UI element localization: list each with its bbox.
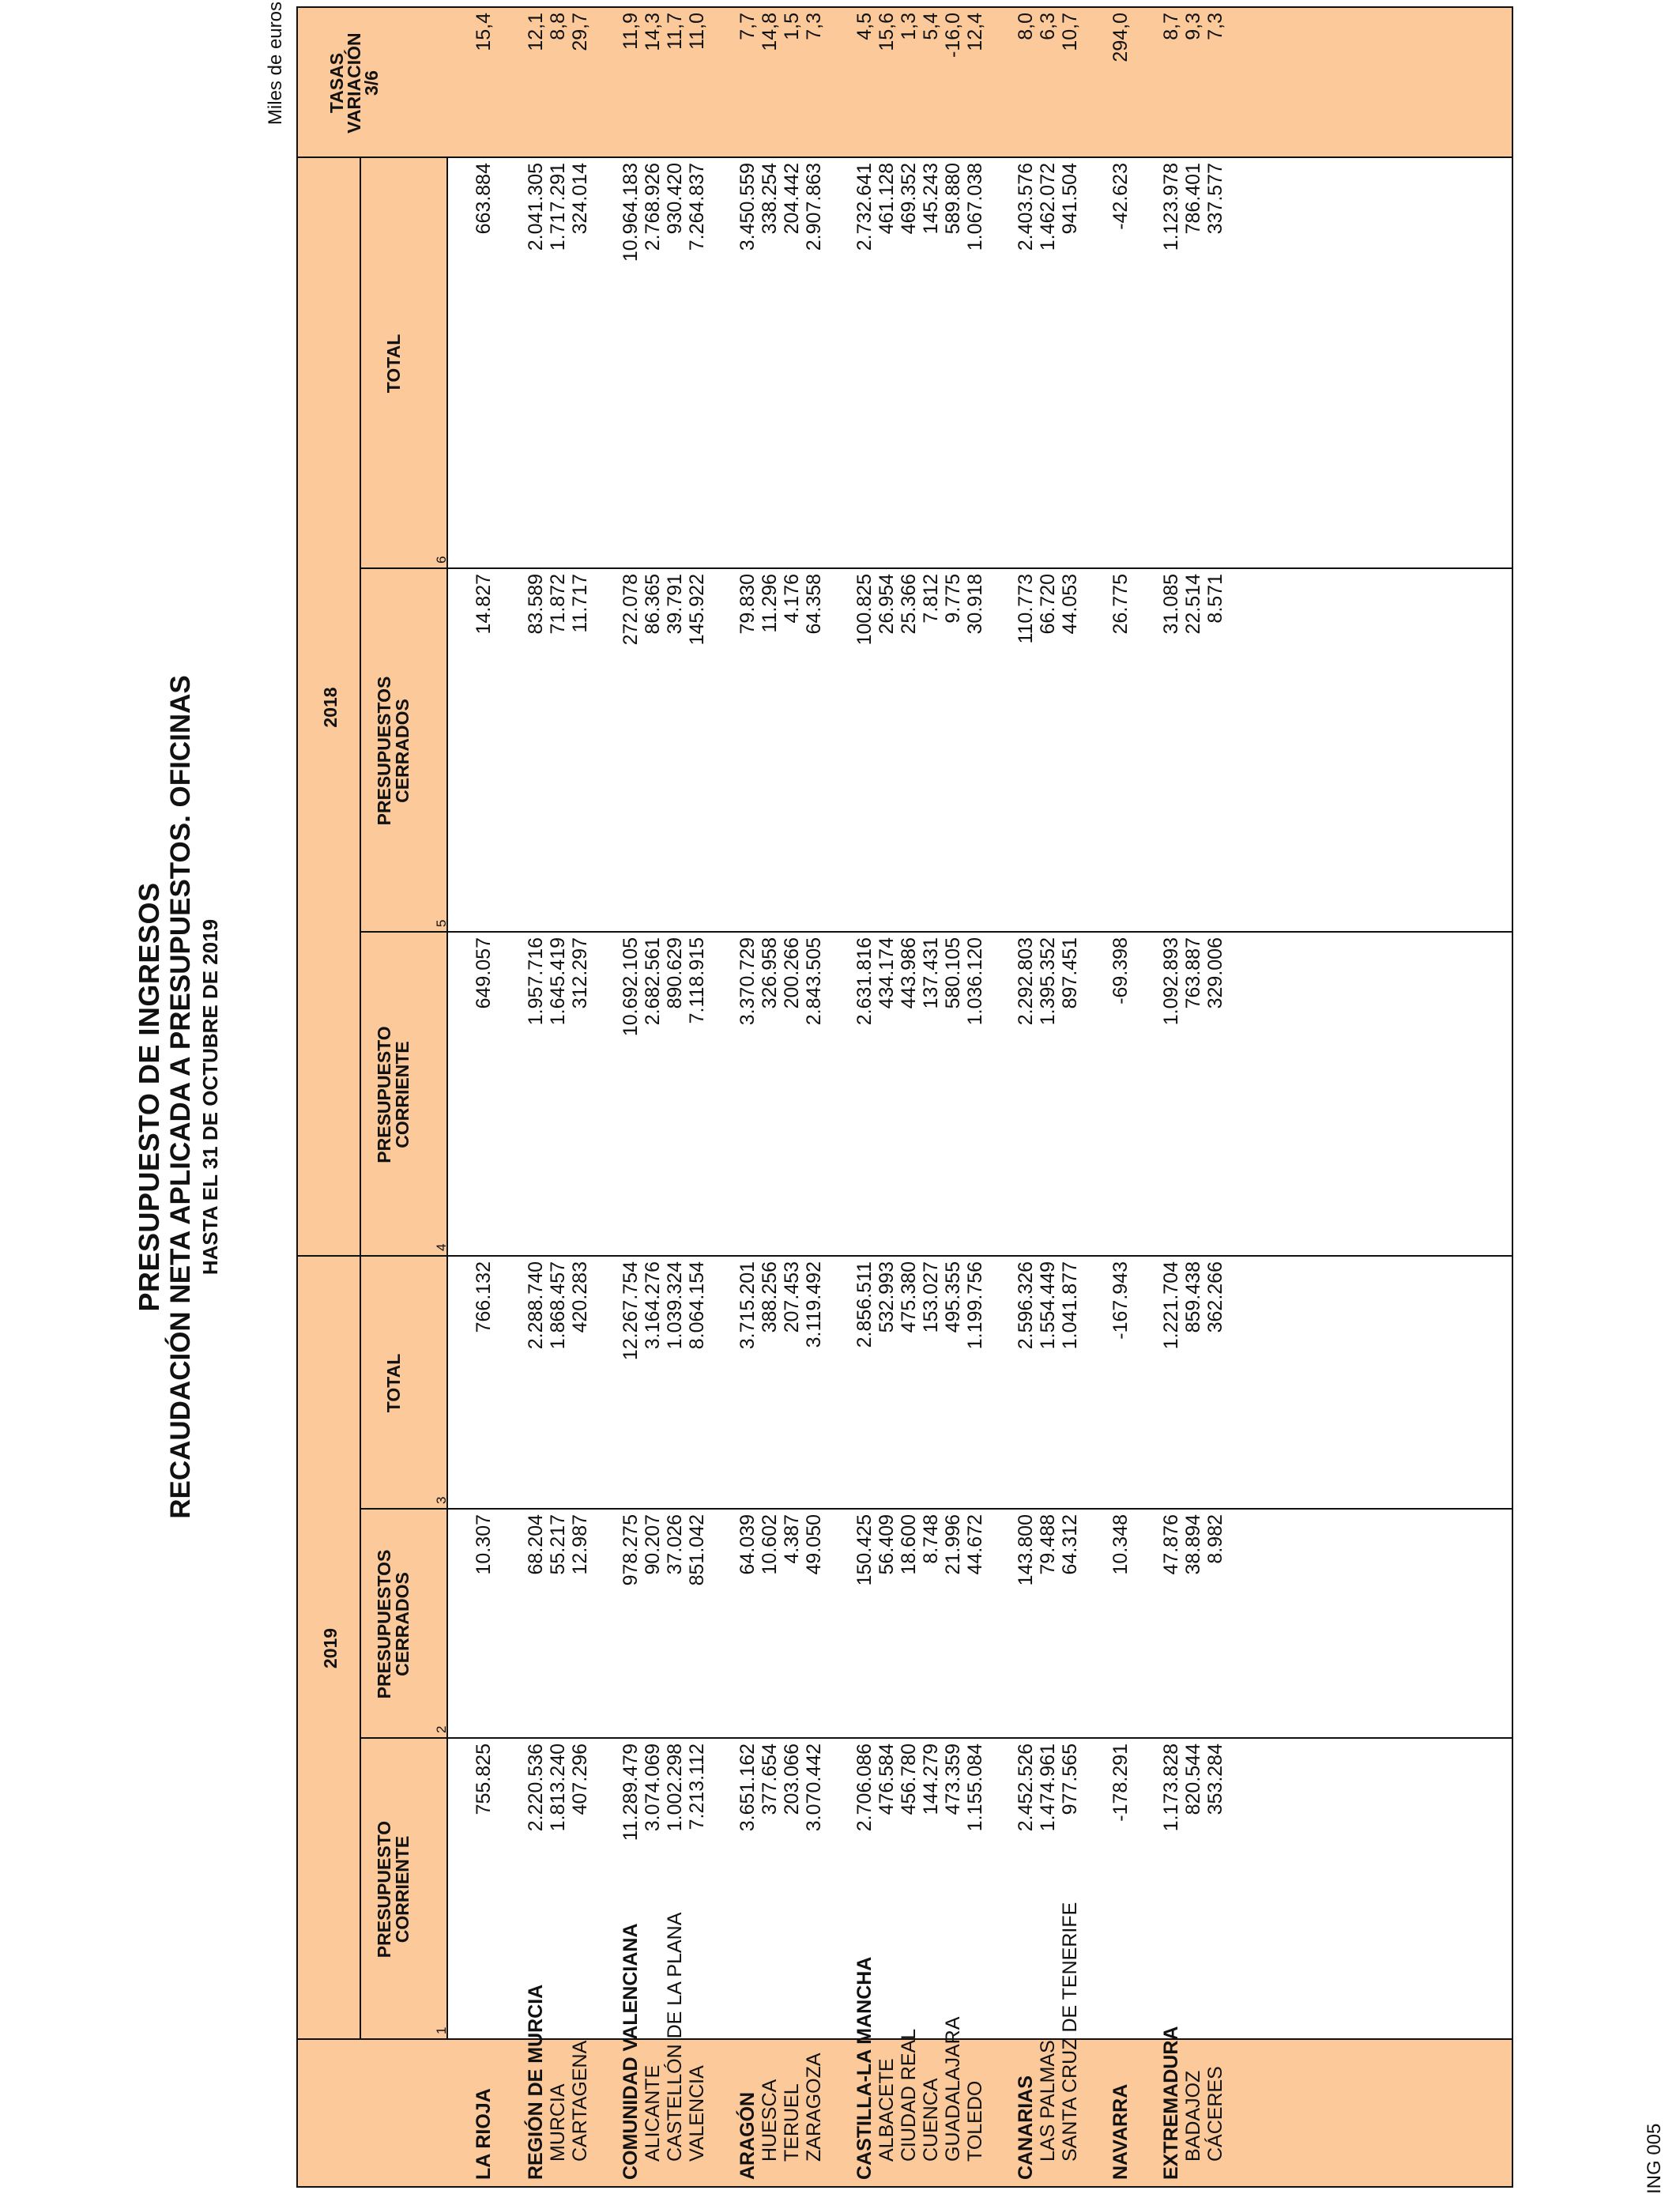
table-cell: 2.843.505 [803, 937, 825, 1026]
table-cell: 11,7 [664, 13, 686, 50]
table-cell: 2.292.803 [1015, 937, 1037, 1026]
table-cell: 144.279 [920, 1744, 942, 1815]
table-cell: 25.366 [898, 574, 920, 635]
table-cell: 377.654 [759, 1744, 781, 1815]
table-cell: 420.283 [569, 1261, 591, 1333]
table-cell: 1.155.084 [964, 1744, 986, 1832]
table-cell: 12.987 [569, 1514, 591, 1575]
table-cell: 86.365 [642, 574, 664, 635]
col-rule-2019-3 [360, 1508, 1512, 1510]
table-cell: 4,5 [853, 13, 876, 40]
table-cell: 8.748 [920, 1514, 942, 1564]
table-cell: 2.907.863 [803, 163, 825, 251]
table-cell: 3.651.162 [736, 1744, 759, 1832]
col-number-2: 2 [434, 1725, 449, 1733]
col-header-total-2019: TOTAL [383, 1353, 404, 1413]
table-cell: 204.442 [781, 163, 803, 235]
col-header-cerrados-2018 [375, 569, 412, 933]
row-label: CIUDAD REAL [898, 2028, 920, 2162]
table-cell: 338.254 [759, 163, 781, 235]
table-cell: -167.943 [1109, 1261, 1132, 1340]
table-cell: 3.074.069 [642, 1744, 664, 1832]
col-number-3: 3 [434, 1496, 449, 1504]
row-label: CASTELLÓN DE LA PLANA [664, 1912, 686, 2162]
table-cell: 143.800 [1015, 1514, 1037, 1586]
table-cell: 1.123.978 [1160, 163, 1182, 251]
table-cell: 4.176 [781, 574, 803, 624]
table-cell: 312.297 [569, 937, 591, 1009]
table-cell: 930.420 [664, 163, 686, 235]
table-cell: 1.813.240 [547, 1744, 569, 1832]
table-cell: 1.002.298 [664, 1744, 686, 1832]
col-rule-2018-5 [360, 931, 1512, 933]
table-cell: 2.452.526 [1015, 1744, 1037, 1832]
page-subtitle: RECAUDACIÓN NETA APLICADA A PRESUPUESTOS. OFICINAS [165, 675, 196, 1519]
table-cell: 1.199.756 [964, 1261, 986, 1350]
table-cell: 1,3 [898, 13, 920, 40]
table-cell: 79.830 [736, 574, 759, 635]
table-cell: 897.451 [1059, 937, 1081, 1009]
table-cell: 10.348 [1109, 1514, 1132, 1575]
table-cell: 2.768.926 [642, 163, 664, 251]
table-cell: 3.070.442 [803, 1744, 825, 1832]
col-rule-2018-6 [360, 567, 1512, 569]
table-cell: 495.355 [942, 1261, 964, 1333]
table-cell: 110.773 [1015, 574, 1037, 644]
table-cell: 55.217 [547, 1514, 569, 1575]
row-label: CARTAGENA [569, 2040, 591, 2162]
table-cell: 2.220.536 [525, 1744, 547, 1832]
table-cell: 137.431 [920, 937, 942, 1009]
table-cell: 10.964.183 [620, 163, 642, 262]
table-cell: 820.544 [1182, 1744, 1204, 1815]
table-cell: 44.672 [964, 1514, 986, 1575]
row-label: LA RIOJA [473, 2088, 495, 2180]
table-cell: 14,3 [642, 13, 664, 51]
row-label: ARAGÓN [736, 2091, 759, 2180]
table-cell: 10,7 [1059, 13, 1081, 51]
table-cell: 15,4 [473, 13, 495, 51]
table-cell: 663.884 [473, 163, 495, 235]
table-cell: 8,8 [547, 13, 569, 40]
table-cell: 66.720 [1037, 574, 1059, 635]
table-cell: 79.488 [1037, 1514, 1059, 1575]
table-cell: 38.894 [1182, 1514, 1204, 1575]
col-header-line: TASAS [326, 52, 347, 114]
table-cell: 2.631.816 [853, 937, 876, 1026]
table-cell: 64.358 [803, 574, 825, 635]
table-cell: 461.128 [876, 163, 898, 235]
table-cell: 150.425 [853, 1514, 876, 1586]
col-header-corriente-2019 [375, 1739, 412, 2040]
year-divider [360, 158, 361, 2040]
table-cell: 14.827 [473, 574, 495, 635]
table-cell: 90.207 [642, 1514, 664, 1575]
table-cell: 44.053 [1059, 574, 1081, 635]
table-cell: 766.132 [473, 1261, 495, 1333]
table-cell: 5,4 [920, 13, 942, 40]
table-cell: 31.085 [1160, 574, 1182, 635]
table-cell: 1.036.120 [964, 937, 986, 1026]
table-cell: 1.173.828 [1160, 1744, 1182, 1832]
col-header-line: CORRIENTE [392, 1041, 412, 1148]
table-cell: 1.039.324 [664, 1261, 686, 1350]
table-cell: 3.715.201 [736, 1261, 759, 1350]
table-cell: 7.213.112 [686, 1744, 708, 1830]
row-label: CANARIAS [1015, 2075, 1037, 2180]
col-number-5: 5 [434, 919, 449, 927]
table-cell: 11.289.479 [620, 1744, 642, 1842]
table-cell: 7.812 [920, 574, 942, 624]
table-cell: 1.645.419 [547, 937, 569, 1026]
table-cell: 977.565 [1059, 1744, 1081, 1815]
table-cell: 8,0 [1015, 13, 1037, 40]
table-cell: 326.958 [759, 937, 781, 1009]
col-header-tasas [328, 8, 380, 158]
table-cell: 1.092.893 [1160, 937, 1182, 1026]
table-cell: 2.856.511 [853, 1261, 876, 1348]
row-label: LAS PALMAS [1037, 2040, 1059, 2162]
row-label: BADAJOZ [1182, 2070, 1204, 2162]
row-label: ALBACETE [876, 2058, 898, 2162]
table-cell: 8.064.154 [686, 1261, 708, 1350]
table-cell: 6,3 [1037, 13, 1059, 40]
table-cell: 7.264.837 [686, 163, 708, 251]
table-cell: 145.243 [920, 163, 942, 235]
row-label: CÁCERES [1204, 2066, 1226, 2162]
page-title: PRESUPUESTO DE INGRESOS [133, 882, 165, 1312]
row-label: GUADALAJARA [942, 2016, 964, 2162]
table-cell: 407.296 [569, 1744, 591, 1815]
table-cell: 18.600 [898, 1514, 920, 1575]
table-cell: 11.296 [759, 574, 781, 633]
table-cell: 294,0 [1109, 13, 1132, 62]
table-cell: 532.993 [876, 1261, 898, 1333]
table-cell: 14,8 [759, 13, 781, 51]
date-line: HASTA EL 31 DE OCTUBRE DE 2019 [198, 918, 222, 1276]
data-table [296, 6, 1513, 2188]
row-label: COMUNIDAD VALENCIANA [620, 1923, 642, 2180]
row-label: HUESCA [759, 2079, 781, 2162]
table-cell: 272.078 [620, 574, 642, 646]
table-cell: 64.312 [1059, 1514, 1081, 1575]
table-cell: 10.307 [473, 1514, 495, 1575]
col-header-corriente-2018 [375, 933, 412, 1257]
table-cell: 1.221.704 [1160, 1261, 1182, 1350]
table-cell: 2.596.326 [1015, 1261, 1037, 1350]
table-cell: 47.876 [1160, 1514, 1182, 1575]
row-label: SANTA CRUZ DE TENERIFE [1059, 1902, 1081, 2162]
col-header-line: PRESUPUESTOS [374, 676, 394, 826]
table-cell: 37.026 [664, 1514, 686, 1575]
table-cell: 1.717.291 [547, 163, 569, 251]
col-number-1: 1 [434, 2026, 449, 2034]
table-cell: 9.775 [942, 574, 964, 624]
table-cell: 12.267.754 [620, 1261, 642, 1361]
table-cell: 10.602 [759, 1514, 781, 1575]
col-header-total-2018: TOTAL [383, 334, 404, 394]
table-cell: 763.887 [1182, 937, 1204, 1009]
table-cell: 851.042 [686, 1514, 708, 1586]
table-cell: 29,7 [569, 13, 591, 51]
table-cell: 473.359 [942, 1744, 964, 1815]
col-number-4: 4 [434, 1243, 449, 1251]
row-label: CUENCA [920, 2078, 942, 2162]
row-label: ALICANTE [642, 2064, 664, 2162]
units-label: Miles de euros [265, 2, 286, 126]
table-cell: 362.266 [1204, 1261, 1226, 1333]
table-cell: 3.164.276 [642, 1261, 664, 1350]
table-cell: 207.453 [781, 1261, 803, 1333]
table-cell: 11,0 [686, 13, 708, 50]
table-cell: 4.387 [781, 1514, 803, 1564]
year-2019-header: 2019 [320, 1627, 341, 1669]
table-cell: 2.288.740 [525, 1261, 547, 1350]
col-header-line: CERRADOS [392, 1572, 412, 1676]
table-cell: 3.450.559 [736, 163, 759, 251]
table-cell: 329.006 [1204, 937, 1226, 1009]
col-number-6: 6 [434, 556, 449, 564]
table-cell: -178.291 [1109, 1744, 1132, 1822]
table-cell: 2.041.305 [525, 163, 547, 251]
table-cell: 12,4 [964, 13, 986, 51]
table-cell: 649.057 [473, 937, 495, 1009]
table-cell: 2.682.561 [642, 937, 664, 1026]
table-cell: 8.982 [1204, 1514, 1226, 1564]
col-header-line: CERRADOS [392, 699, 412, 803]
table-cell: 15,6 [876, 13, 898, 51]
table-cell: 56.409 [876, 1514, 898, 1575]
table-cell: 475.380 [898, 1261, 920, 1333]
table-cell: 26.954 [876, 574, 898, 635]
table-cell: 22.514 [1182, 574, 1204, 635]
col-header-line: CORRIENTE [392, 1835, 412, 1943]
table-cell: 1.957.716 [525, 937, 547, 1026]
col-header-line: VARIACIÓN [344, 32, 364, 134]
table-cell: 7,3 [1204, 13, 1226, 40]
row-label: MURCIA [547, 2083, 569, 2162]
year-separator-rule [298, 1255, 1512, 1257]
table-cell: 8,7 [1160, 13, 1182, 40]
table-cell: 755.825 [473, 1744, 495, 1815]
header-bottom-rule [446, 158, 448, 2040]
table-cell: -16,0 [942, 13, 964, 58]
row-label: TERUEL [781, 2083, 803, 2162]
table-cell: 469.352 [898, 163, 920, 235]
table-cell: 434.174 [876, 937, 898, 1009]
table-cell: 941.504 [1059, 163, 1081, 235]
table-cell: 1.041.877 [1059, 1261, 1081, 1350]
doc-code: ING 005 [1644, 2123, 1665, 2194]
table-cell: 353.284 [1204, 1744, 1226, 1815]
table-cell: 443.986 [898, 937, 920, 1009]
table-cell: 786.401 [1182, 163, 1204, 235]
table-cell: 2.706.086 [853, 1744, 876, 1832]
table-cell: 580.105 [942, 937, 964, 1009]
table-cell: 30.918 [964, 574, 986, 635]
col-header-line: PRESUPUESTOS [374, 1549, 394, 1699]
table-cell: 7,7 [736, 13, 759, 40]
col-header-cerrados-2019 [375, 1510, 412, 1739]
table-cell: 7.118.915 [686, 937, 708, 1024]
table-cell: 83.589 [525, 574, 547, 635]
table-cell: 49.050 [803, 1514, 825, 1575]
table-cell: 1.462.072 [1037, 163, 1059, 251]
table-cell: 26.775 [1109, 574, 1132, 635]
table-cell: 1,5 [781, 13, 803, 40]
table-cell: 2.403.576 [1015, 163, 1037, 251]
table-cell: 11.717 [569, 574, 591, 633]
table-cell: 890.629 [664, 937, 686, 1009]
table-cell: -42.623 [1109, 163, 1132, 230]
table-cell: 978.275 [620, 1514, 642, 1586]
table-cell: 9,3 [1182, 13, 1204, 40]
table-cell: 388.256 [759, 1261, 781, 1333]
table-cell: 1.554.449 [1037, 1261, 1059, 1350]
table-cell: 11,9 [620, 13, 642, 50]
row-label: REGIÓN DE MURCIA [525, 1984, 547, 2180]
table-cell: 145.922 [686, 574, 708, 646]
table-cell: 456.780 [898, 1744, 920, 1815]
year-2018-header: 2018 [320, 687, 341, 728]
table-cell: 64.039 [736, 1514, 759, 1575]
row-label: VALENCIA [686, 2065, 708, 2162]
table-cell: 68.204 [525, 1514, 547, 1575]
table-cell: 476.584 [876, 1744, 898, 1815]
col-header-line: PRESUPUESTO [374, 1026, 394, 1163]
table-cell: 203.066 [781, 1744, 803, 1815]
row-label: TOLEDO [964, 2080, 986, 2162]
table-cell: 324.014 [569, 163, 591, 235]
table-cell: 12,1 [525, 13, 547, 51]
table-cell: 100.825 [853, 574, 876, 646]
table-cell: 3.370.729 [736, 937, 759, 1026]
table-cell: 1.067.038 [964, 163, 986, 251]
row-label: NAVARRA [1109, 2083, 1132, 2180]
table-cell: 71.872 [547, 574, 569, 635]
table-cell: 21.996 [942, 1514, 964, 1575]
table-cell: 1.474.961 [1037, 1744, 1059, 1832]
table-cell: 39.791 [664, 574, 686, 635]
table-cell: 1.395.352 [1037, 937, 1059, 1026]
col-header-line: 3/6 [361, 70, 382, 96]
table-cell: 337.577 [1204, 163, 1226, 235]
table-cell: 7,3 [803, 13, 825, 40]
row-label: ZARAGOZA [803, 2053, 825, 2162]
table-cell: 153.027 [920, 1261, 942, 1333]
row-label: EXTREMADURA [1160, 2026, 1182, 2180]
table-cell: 8.571 [1204, 574, 1226, 624]
table-cell: 859.438 [1182, 1261, 1204, 1333]
table-cell: 589.880 [942, 163, 964, 235]
table-cell: 1.868.457 [547, 1261, 569, 1350]
table-cell: 10.692.105 [620, 937, 642, 1037]
table-cell: 200.266 [781, 937, 803, 1009]
table-cell: 2.732.641 [853, 163, 876, 251]
table-cell: 3.119.492 [803, 1261, 825, 1348]
table-cell: -69.398 [1109, 937, 1132, 1005]
col-header-line: PRESUPUESTO [374, 1820, 394, 1958]
row-label: CASTILLA-LA MANCHA [853, 1956, 876, 2180]
